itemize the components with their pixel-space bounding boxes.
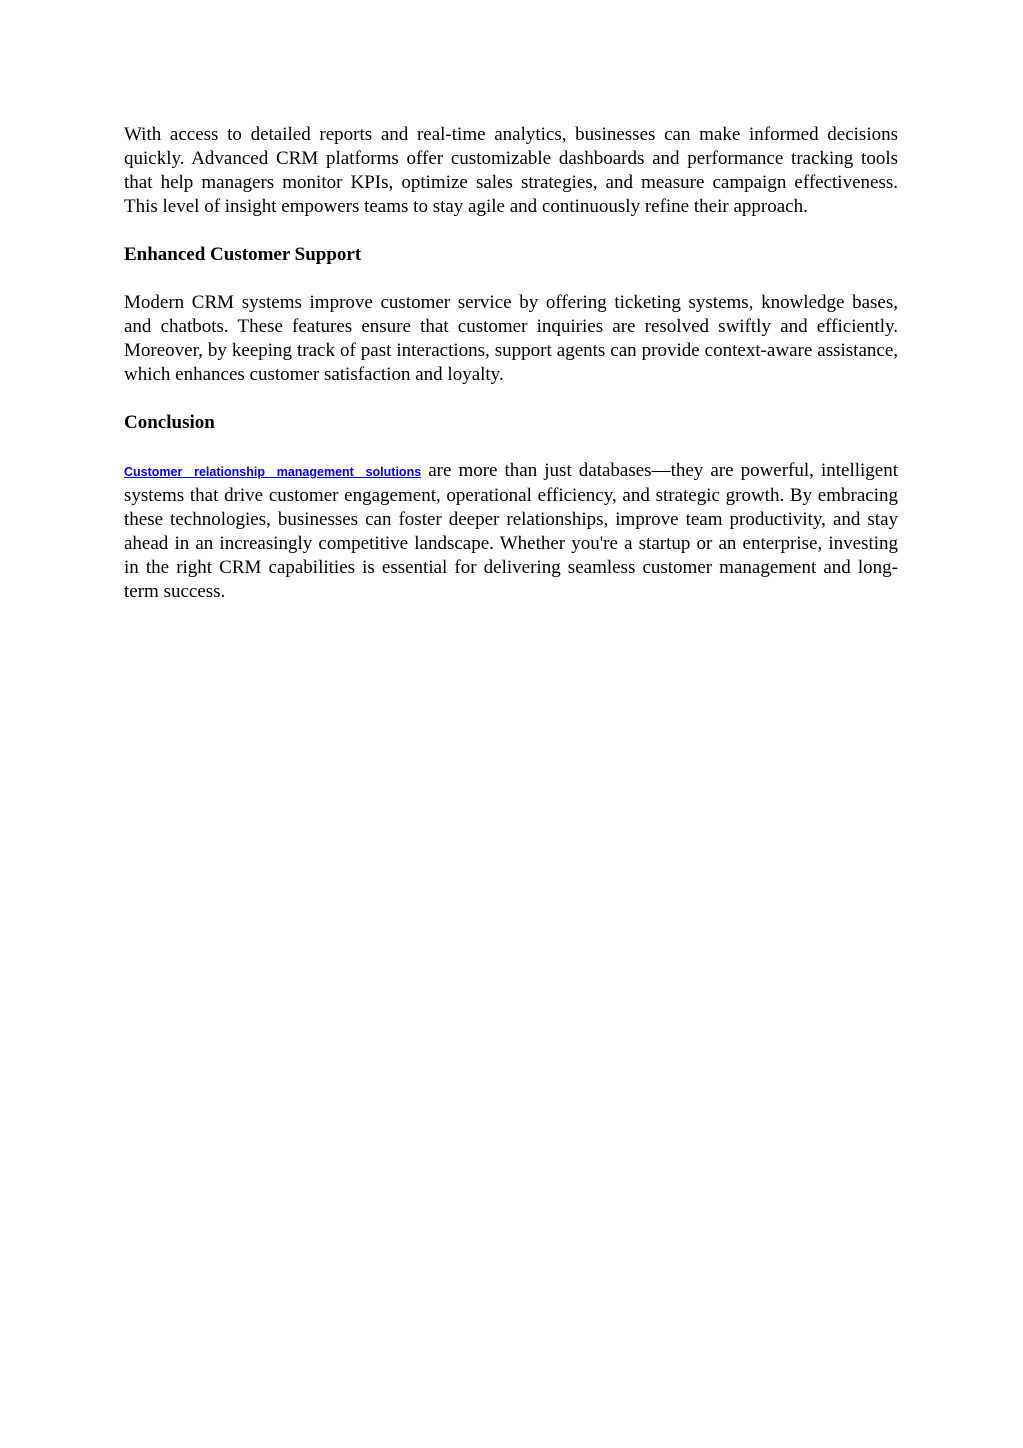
crm-solutions-link[interactable]: Customer relationship management solutions (124, 465, 422, 479)
spacer (124, 435, 898, 459)
paragraph-analytics: With access to detailed reports and real-time analytics, businesses can make informed decisions quickly. Advanced CRM platforms offer customizable dashboards and performance tracking tools that help managers monitor KPIs, optimize sales strategies, and measure campaign effectiveness. This level of insight empowers teams to stay agile and continuously refine their approach. (124, 124, 898, 217)
paragraph-customer-support: Modern CRM systems improve customer service by offering ticketing systems, knowledge bases, and chatbots. These features ensure that customer inquiries are resolved swiftly and efficiently. Moreover, by keeping track of past interactions, support agents can provide context-aware assistance, which enhances customer satisfaction and loyalty. (124, 292, 898, 385)
spacer (124, 219, 898, 243)
heading-enhanced-customer-support: Enhanced Customer Support (124, 244, 362, 265)
heading-conclusion: Conclusion (124, 412, 215, 433)
spacer (124, 267, 898, 291)
spacer (124, 387, 898, 411)
paragraph-conclusion (124, 459, 898, 604)
conclusion-text: are more than just databases—they are powerful, intelligent systems that drive customer engagement, operational efficiency, and strategic growth. By embracing these technologies, businesses can foster deeper relationships, improve team productivity, and stay ahead in an increasingly competitive landscape. Whether you're a startup or an enterprise, investing in the right CRM capabilities is essential for delivering seamless customer management and long-term success. (124, 460, 898, 602)
document-page (124, 123, 898, 604)
